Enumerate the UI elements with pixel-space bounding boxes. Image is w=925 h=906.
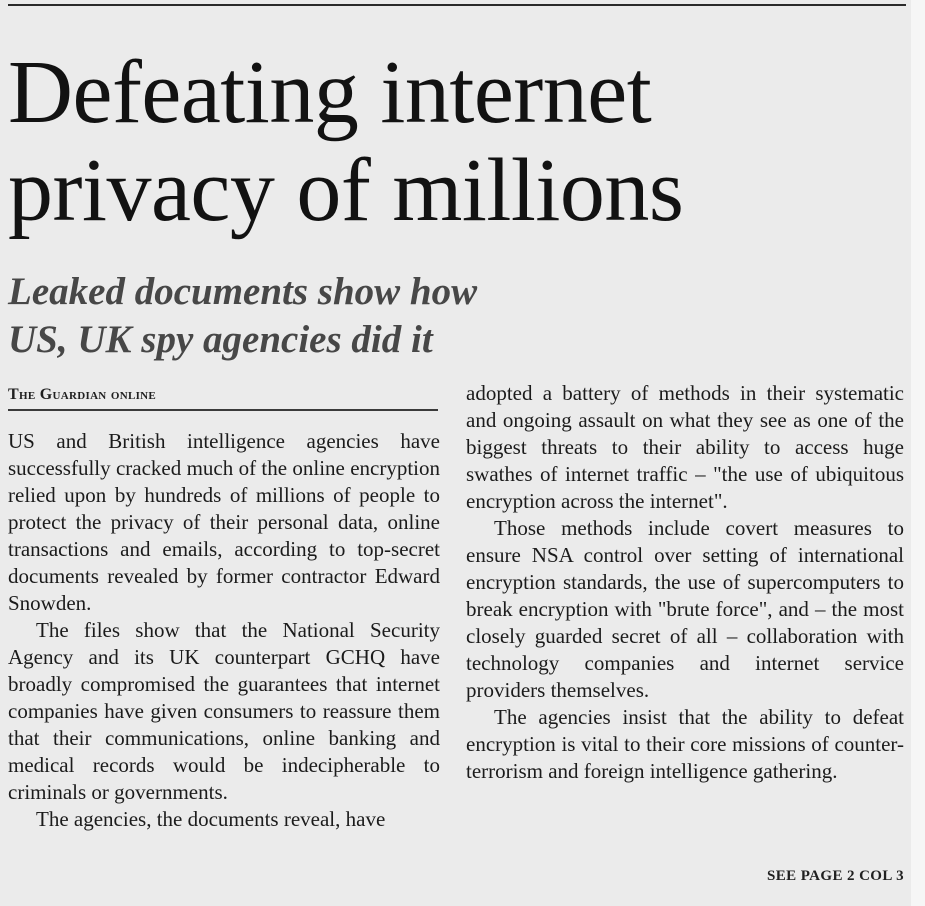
top-rule (8, 4, 906, 6)
article-column-left (8, 428, 440, 833)
page-edge (911, 0, 925, 906)
headline-line-1: Defeating internet (8, 43, 652, 142)
subheadline-line-2: US, UK spy agencies did it (8, 318, 433, 361)
article-paragraph-4: Those methods include covert measures to ensure NSA control over setting of international encryption standards, the use of supercomputers to break encryption with "brute force", and – the most closely guarded secret of all – collaboration with technology companies and internet service providers themselves. (466, 516, 904, 702)
byline: The Guardian online (8, 386, 438, 411)
headline-line-2: privacy of millions (8, 141, 684, 240)
article-paragraph-5: The agencies insist that the ability to defeat encryption is vital to their core missions of counter-terrorism and foreign intelligence gathering. (466, 705, 904, 783)
subheadline (8, 268, 708, 364)
article-paragraph-3: The agencies, the documents reveal, have (36, 807, 386, 831)
article-paragraph-1: US and British intelligence agencies have successfully cracked much of the online encryption relied upon by hundreds of millions of people to protect the privacy of their personal data, online transactions and emails, according to top-secret documents revealed by former contractor Edward Snowden. (8, 429, 440, 615)
article-paragraph-2: The files show that the National Security Agency and its UK counterpart GCHQ have broadly compromised the guarantees that internet companies have given consumers to reassure them that their communications, online banking and medical records would be indecipherable to criminals or governments. (8, 618, 440, 804)
article-column-right (466, 380, 904, 785)
article-paragraph-continued: adopted a battery of methods in their systematic and ongoing assault on what they see as one of the biggest threats to their ability to access huge swathes of internet traffic – "the use of ubiquitous encryption across the internet". (466, 381, 904, 513)
subheadline-line-1: Leaked documents show how (8, 270, 478, 313)
continuation-note: SEE PAGE 2 COL 3 (767, 868, 904, 884)
headline (8, 44, 908, 240)
